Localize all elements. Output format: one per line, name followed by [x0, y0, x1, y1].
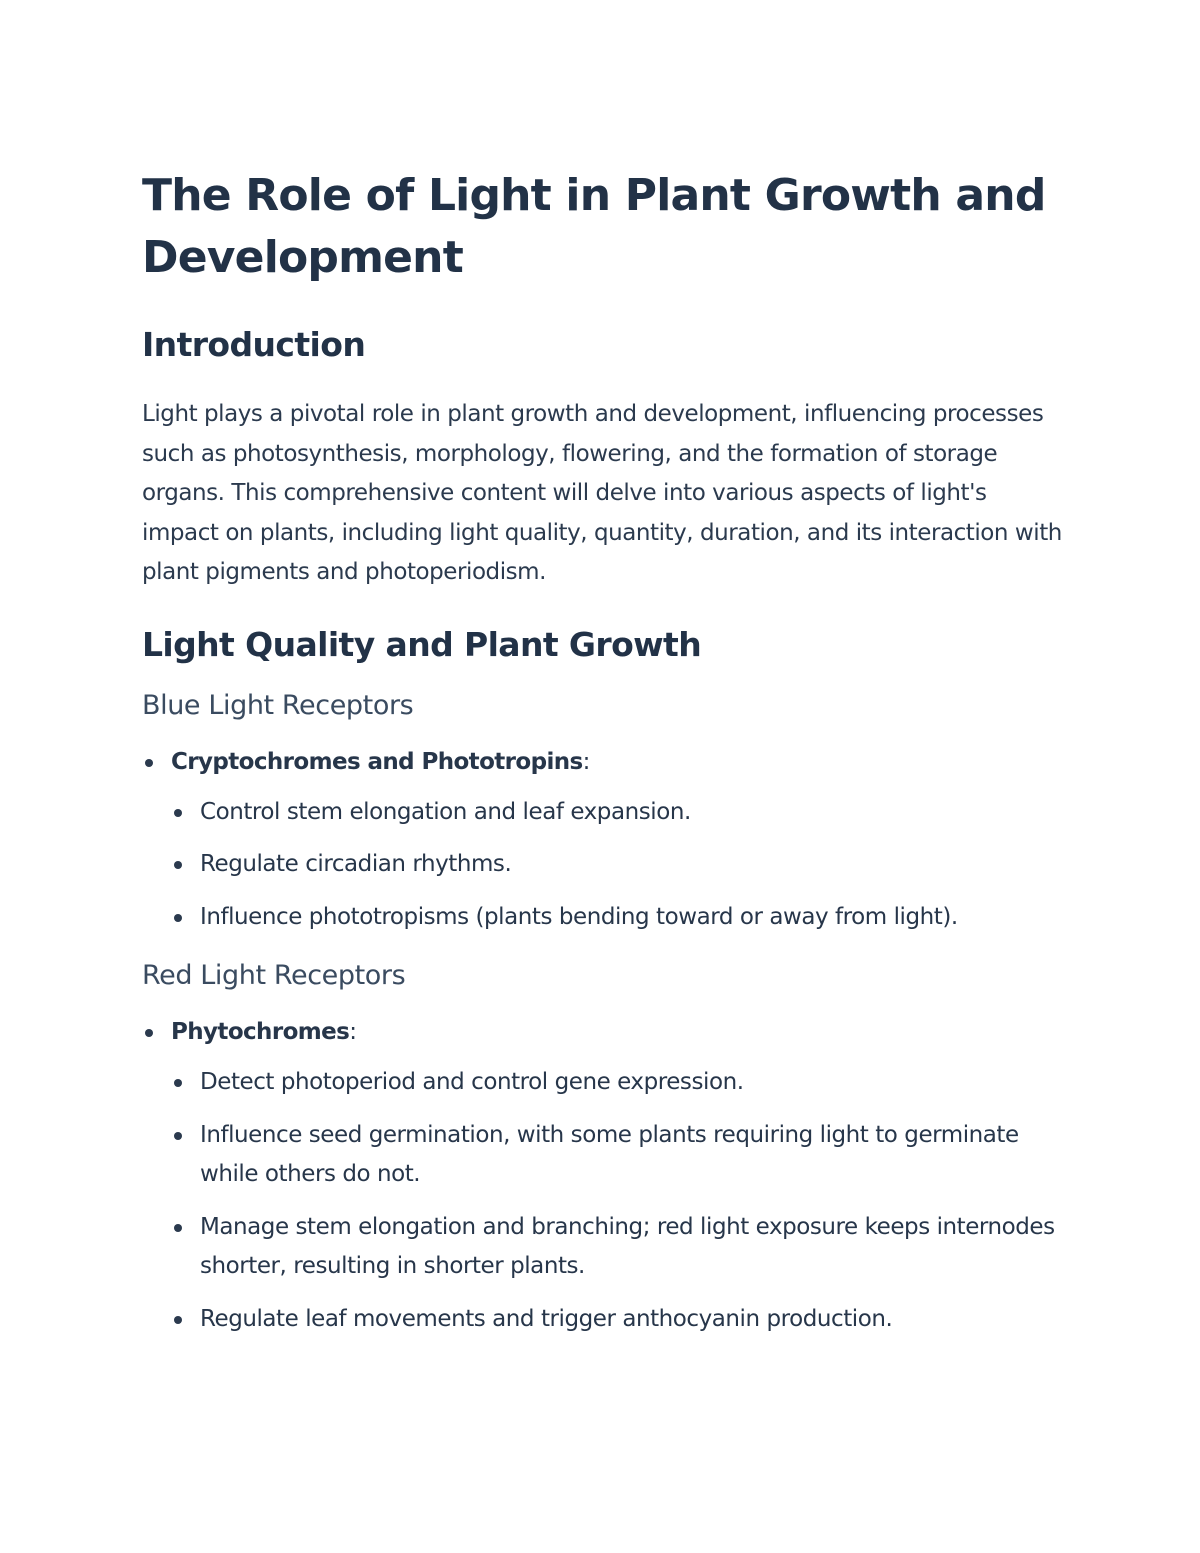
list-item-text: Influence seed germination, with some plants requiring light to germinate while others do not. — [200, 1121, 1019, 1187]
bullet-icon — [174, 861, 182, 869]
list-item — [171, 845, 1062, 885]
blue-receptor-functions — [171, 793, 1062, 938]
list-item — [142, 743, 1062, 938]
list-item — [171, 1063, 1062, 1103]
list-item-text: Control stem elongation and leaf expansion. — [200, 798, 691, 825]
bullet-icon — [174, 914, 182, 922]
bullet-icon — [174, 809, 182, 817]
bullet-icon — [145, 1029, 153, 1037]
subheading-red-light-receptors: Red Light Receptors — [142, 960, 406, 991]
blue-receptors-list — [142, 743, 1062, 938]
bullet-icon — [174, 1224, 182, 1232]
bullet-icon — [174, 1132, 182, 1140]
term-phytochromes: Phytochromes — [171, 1019, 350, 1045]
bullet-icon — [174, 1079, 182, 1087]
subheading-blue-light-receptors: Blue Light Receptors — [142, 689, 414, 721]
list-item — [171, 793, 1062, 833]
list-item-text: Detect photoperiod and control gene expression. — [200, 1069, 744, 1095]
list-item — [171, 1116, 1062, 1195]
list-item-text: Regulate circadian rhythms. — [200, 851, 512, 877]
list-item-text: Influence phototropisms (plants bending toward or away from light). — [200, 903, 958, 930]
section-heading-introduction: Introduction — [142, 325, 366, 364]
list-item — [171, 1208, 1062, 1287]
term-cryptochromes-phototropins: Cryptochromes and Phototropins — [171, 748, 583, 775]
document-title: The Role of Light in Plant Growth and Development — [142, 170, 1046, 283]
section-heading-light-quality: Light Quality and Plant Growth — [142, 624, 702, 664]
list-item — [171, 1300, 1062, 1340]
document-page — [142, 165, 1062, 1339]
term-colon: : — [582, 748, 590, 775]
list-item-text: Regulate leaf movements and trigger anthocyanin production. — [200, 1305, 893, 1332]
red-receptors-list — [142, 1013, 1062, 1339]
list-item — [142, 1013, 1062, 1339]
bullet-icon — [145, 759, 153, 767]
red-receptor-functions — [171, 1063, 1062, 1339]
introduction-paragraph: Light plays a pivotal role in plant growth and development, influencing processes such as photosynthesis, morphology, flowering, and the formation of storage organs. This comprehensive content will delve into various aspects of light's impact on plants, including light quality, quantity, duration, and its interaction with plant pigments and photoperiodism. — [142, 401, 1062, 585]
term-colon: : — [349, 1019, 357, 1045]
list-item — [171, 898, 1062, 938]
list-item-text: Manage stem elongation and branching; red light exposure keeps internodes shorter, resulting in shorter plants. — [200, 1213, 1055, 1279]
bullet-icon — [174, 1316, 182, 1324]
